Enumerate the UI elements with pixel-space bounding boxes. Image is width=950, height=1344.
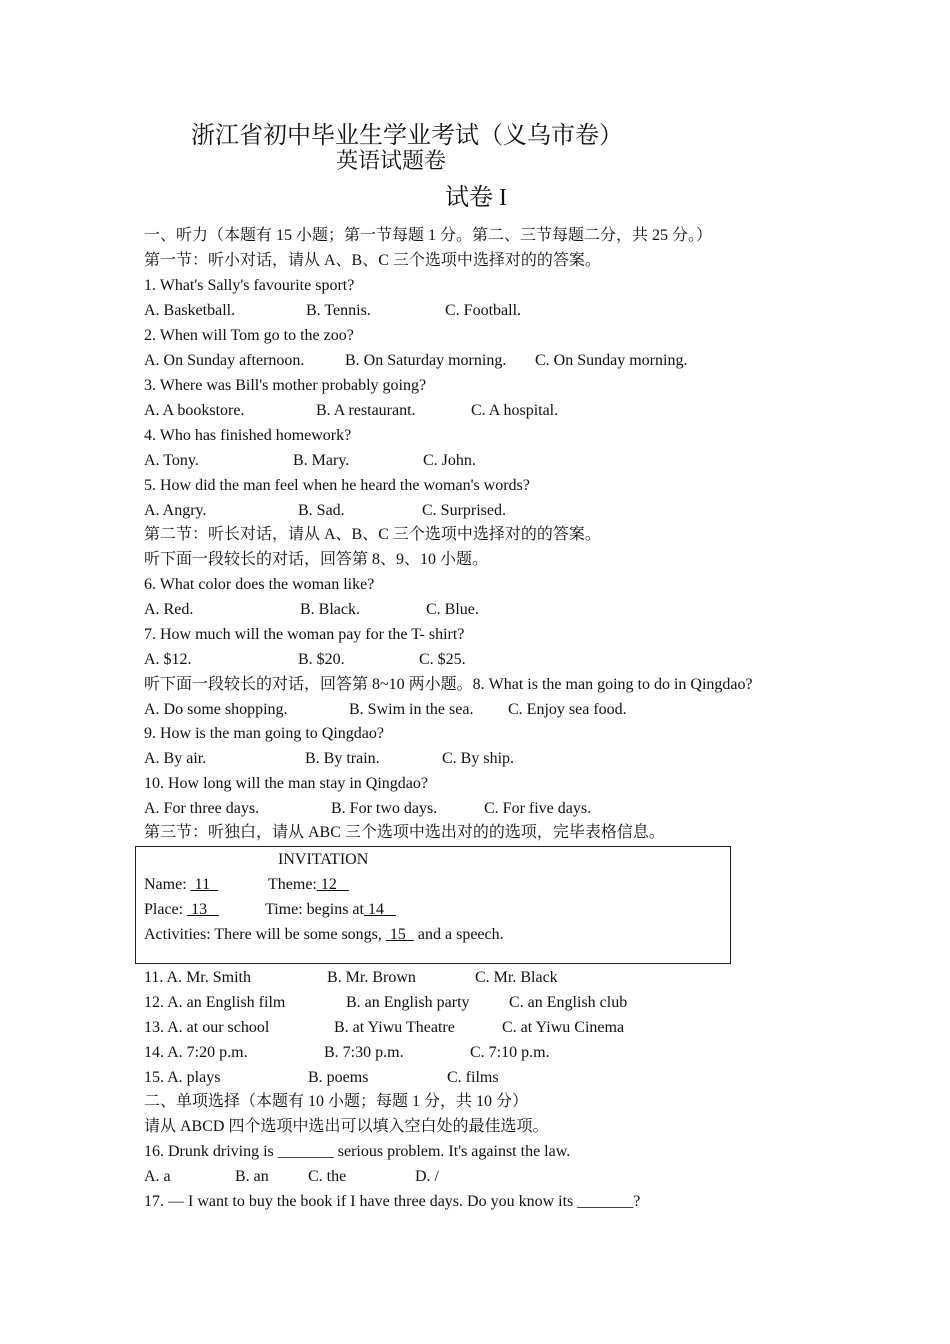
q8-option-a: A. Do some shopping. (144, 701, 288, 718)
q5-option-a: A. Angry. (144, 502, 207, 519)
question-1: 1. What's Sally's favourite sport? (144, 277, 355, 294)
question-3: 3. Where was Bill's mother probably going? (144, 377, 427, 394)
q8-option-c: C. Enjoy sea food. (508, 701, 627, 718)
theme-label: Theme: (268, 876, 317, 893)
q14-option-b: B. 7:30 p.m. (324, 1044, 404, 1061)
question-9: 9. How is the man going to Qingdao? (144, 725, 384, 742)
q16-option-c: C. the (308, 1168, 347, 1185)
blank-11: 11 (190, 876, 219, 893)
q14-option-a: 14. A. 7:20 p.m. (144, 1044, 248, 1061)
q12-option-b: B. an English party (346, 994, 470, 1011)
section2-instruction: 第二节：听长对话，请从 A、B、C 三个选项中选择对的的答案。 (144, 526, 601, 543)
question-2: 2. When will Tom go to the zoo? (144, 327, 354, 344)
q12-option-c: C. an English club (509, 994, 628, 1011)
q5-option-b: B. Sad. (298, 502, 345, 519)
blank-15: 15 (385, 926, 414, 943)
q10-option-c: C. For five days. (484, 800, 592, 817)
q4-option-c: C. John. (423, 452, 476, 469)
activities-label: Activities: There will be some songs, (144, 926, 386, 943)
q10-option-a: A. For three days. (144, 800, 260, 817)
q2-option-a: A. On Sunday afternoon. (144, 352, 305, 369)
q9-option-c: C. By ship. (442, 750, 515, 767)
q14-option-c: C. 7:10 p.m. (470, 1044, 550, 1061)
q7-option-c: C. $25. (419, 651, 466, 668)
q15-option-b: B. poems (308, 1069, 369, 1086)
q9-option-b: B. By train. (305, 750, 380, 767)
q13-option-a: 13. A. at our school (144, 1019, 270, 1036)
q7-option-a: A. $12. (144, 651, 192, 668)
q6-option-a: A. Red. (144, 601, 194, 618)
section1-instruction: 第一节：听小对话，请从 A、B、C 三个选项中选择对的的答案。 (144, 252, 601, 269)
q11-option-c: C. Mr. Black (475, 969, 558, 986)
invitation-time-row (265, 900, 396, 920)
question-7: 7. How much will the woman pay for the T- shirt? (144, 626, 465, 643)
q13-option-b: B. at Yiwu Theatre (334, 1019, 455, 1036)
q6-option-b: B. Black. (300, 601, 360, 618)
invitation-name-row (144, 875, 218, 895)
q16-option-d: D. / (415, 1168, 439, 1185)
invitation-place-row (144, 900, 219, 920)
q6-option-c: C. Blue. (426, 601, 479, 618)
activities-end: and a speech. (413, 926, 504, 943)
q13-option-c: C. at Yiwu Cinema (502, 1019, 625, 1036)
q1-option-c: C. Football. (445, 302, 522, 319)
q1-option-a: A. Basketball. (144, 302, 236, 319)
q8-option-b: B. Swim in the sea. (349, 701, 474, 718)
question-17: 17. — I want to buy the book if I have three days. Do you know its _______? (144, 1193, 641, 1210)
q11-option-a: 11. A. Mr. Smith (144, 969, 251, 986)
section2-intro-1: 听下面一段较长的对话，回答第 8、9、10 小题。 (144, 551, 489, 568)
section3-instruction: 第三节：听独白，请从 ABC 三个选项中选出对的的选项，完毕表格信息。 (144, 824, 665, 841)
choice-heading: 二、单项选择（本题有 10 小题；每题 1 分，共 10 分） (144, 1093, 529, 1110)
blank-12: 12 (316, 876, 349, 893)
q5-option-c: C. Surprised. (422, 502, 506, 519)
q15-option-a: 15. A. plays (144, 1069, 221, 1086)
q7-option-b: B. $20. (298, 651, 345, 668)
invitation-activities-row (144, 925, 504, 945)
question-6: 6. What color does the woman like? (144, 576, 375, 593)
q2-option-b: B. On Saturday morning. (345, 352, 507, 369)
q4-option-a: A. Tony. (144, 452, 199, 469)
q16-option-b: B. an (235, 1168, 269, 1185)
q9-option-a: A. By air. (144, 750, 207, 767)
question-4: 4. Who has finished homework? (144, 427, 352, 444)
exam-subtitle: 英语试题卷 (336, 148, 447, 173)
q2-option-c: C. On Sunday morning. (535, 352, 688, 369)
q15-option-c: C. films (447, 1069, 499, 1086)
q16-option-a: A. a (144, 1168, 171, 1185)
time-label: Time: begins at (265, 901, 364, 918)
q4-option-b: B. Mary. (293, 452, 350, 469)
invitation-theme-row (268, 875, 349, 895)
place-label: Place: (144, 901, 188, 918)
blank-13: 13 (187, 901, 220, 918)
invitation-title: INVITATION (278, 851, 369, 868)
listening-heading: 一、听力（本题有 15 小题；第一节每题 1 分。第二、三节每题二分，共 25 分。） (144, 227, 713, 244)
q12-option-a: 12. A. an English film (144, 994, 286, 1011)
choice-instruction: 请从 ABCD 四个选项中选出可以填入空白处的最佳选项。 (144, 1118, 549, 1135)
q11-option-b: B. Mr. Brown (327, 969, 416, 986)
invitation-box (135, 846, 731, 964)
q3-option-a: A. A bookstore. (144, 402, 245, 419)
question-5: 5. How did the man feel when he heard the woman's words? (144, 477, 530, 494)
q3-option-c: C. A hospital. (471, 402, 559, 419)
q1-option-b: B. Tennis. (306, 302, 371, 319)
name-label: Name: (144, 876, 191, 893)
question-16: 16. Drunk driving is _______ serious problem. It's against the law. (144, 1143, 571, 1160)
paper-label: 试卷 I (445, 185, 507, 211)
exam-title: 浙江省初中毕业生学业考试（义乌市卷） (191, 123, 623, 149)
section2-intro-2: 听下面一段较长的对话，回答第 8~10 两小题。8. What is the man going to do in Qingdao? (144, 676, 753, 693)
q10-option-b: B. For two days. (331, 800, 438, 817)
q3-option-b: B. A restaurant. (316, 402, 416, 419)
blank-14: 14 (363, 901, 396, 918)
question-10: 10. How long will the man stay in Qingdao? (144, 775, 428, 792)
